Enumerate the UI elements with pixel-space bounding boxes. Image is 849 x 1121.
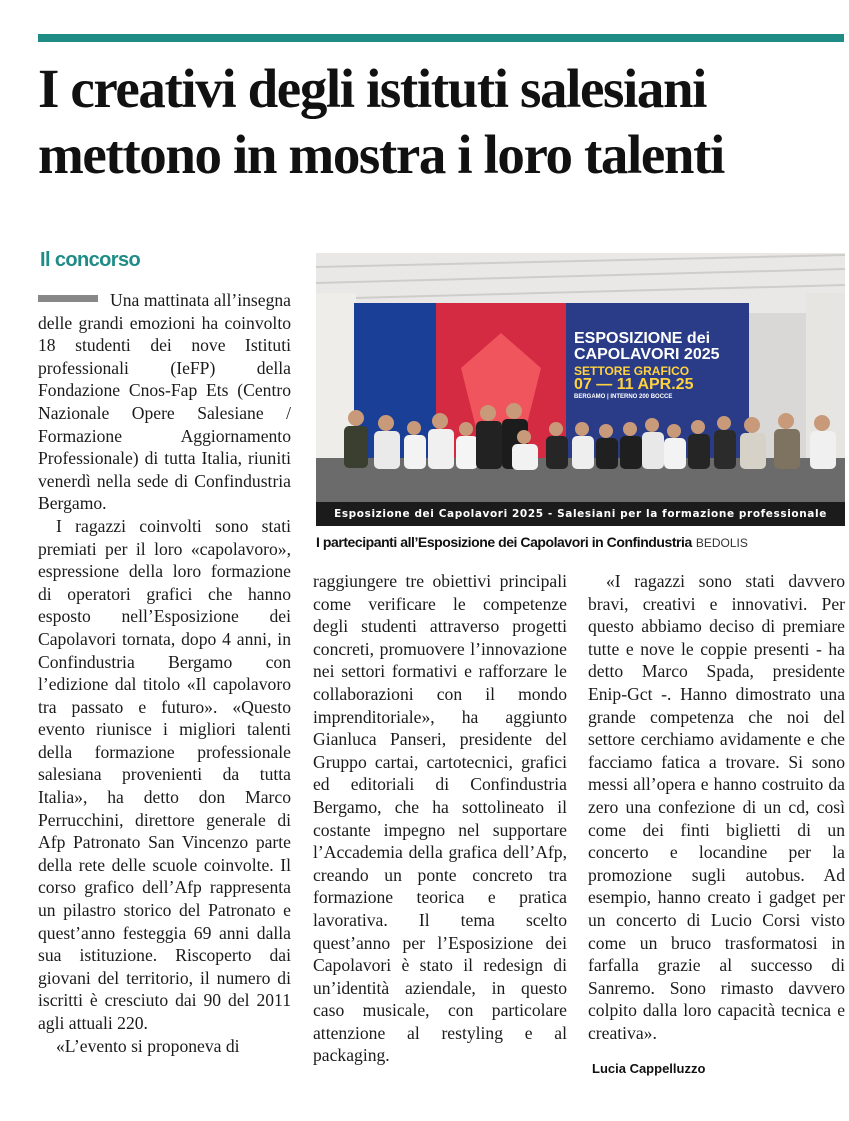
screen-line-3: SETTORE GRAFICO: [574, 364, 690, 378]
paragraph-1: Una mattinata all’insegna delle grandi emozioni ha coinvolto 18 studenti dei nove Istituti professionali (IeFP) della Fondazione Cnos-Fap Ets (Centro Nazionale Opere Salesiane / Formazione Aggiornamento Professionale) di tutta Italia, riuniti venerdì nella sede di Confindustria Bergamo.: [38, 290, 291, 514]
article-column-1: [38, 289, 291, 1057]
article-column-2: [313, 570, 567, 1067]
top-rule: [38, 34, 844, 42]
photo-banner: Esposizione dei Capolavori 2025 - Salesiani per la formazione professionale: [316, 502, 845, 526]
paragraph-3-continued: raggiungere tre obiettivi principali come verificare le competenze degli studenti attraverso progetti concreti, promuovere l’innovazione nei settori formativi e rafforzare le collaborazioni con il mondo imprenditoriale», ha aggiunto Gianluca Panseri, presidente del Gruppo cartai, cartotecnici, grafici ed editoriali di Confindustria Bergamo, che ha sottolineato il costante impegno nel supportare l’Accademia della grafica dell’Afp, creando un ponte concreto tra formazione teorica e pratica lavorativa. Il tema scelto quest’anno per l’Esposizione dei Capolavori è stato il redesign di un’identità aziendale, in questo caso musicale, con particolare attenzione al restyling e al packaging.: [313, 571, 567, 1066]
lead-bar: [38, 295, 98, 302]
screen-text: [574, 331, 720, 400]
headline-line-2: mettono in mostra i loro talenti: [38, 124, 724, 185]
headline-line-1: I creativi degli istituti salesiani: [38, 58, 707, 119]
photo-credit: BEDOLIS: [695, 536, 748, 550]
screen-line-1: ESPOSIZIONE dei: [574, 330, 711, 347]
paragraph-3-start: «L’evento si proponeva di: [56, 1035, 240, 1056]
caption-text: I partecipanti all’Esposizione dei Capolavori in Confindustria: [316, 534, 692, 550]
article-column-3: [588, 570, 845, 1044]
lead-paragraph: [38, 289, 291, 515]
byline: Lucia Cappelluzzo: [592, 1061, 706, 1076]
paragraph-4: «I ragazzi sono stati davvero bravi, creativi e innovativi. Per questo abbiamo deciso di premiare tutte e nove le coppie presenti - ha detto Marco Spada, presidente Enip-Gct -. Hanno dimostrato una grande competenza che noi del settore cerchiamo avidamente e che facciamo fatica a trovare. Si sono messi all’opera e hanno costruito da zero una confezione di un cd, così come dei finti biglietti di un concerto e locandine per la promozione sugli autobus. Ad esempio, hanno creato i gadget per un concerto di Lucio Corsi visto come un bruco trasformatosi in farfalla grazie al successo di Sanremo. Sono rimasto davvero colpito dalla loro capacità tecnica e creativa».: [588, 571, 845, 1043]
screen-line-2: CAPOLAVORI 2025: [574, 346, 720, 363]
screen-line-5: BERGAMO | INTERNO 200 BOCCE: [574, 394, 673, 400]
screen-line-4: 07 — 11 APR.25: [574, 376, 694, 393]
section-kicker: Il concorso: [40, 249, 141, 271]
photo-caption: [316, 534, 849, 550]
headline: [38, 56, 848, 188]
paragraph-2: I ragazzi coinvolti sono stati premiati per il loro «capolavoro», espressione della loro formazione di operatori grafici che hanno esposto nell’Esposizione dei Capolavori tornata, dopo 4 anni, in Confindustria Bergamo con l’edizione dal titolo «Il capolavoro tra passato e futuro». «Questo evento riunisce i migliori talenti della formazione professionale salesiana provenienti da tutta Italia», ha detto don Marco Perrucchini, direttore generale di Afp Patronato San Vincenzo parte della rete delle scuole coinvolte. Il corso grafico dell’Afp rappresenta un pilastro storico del Patronato e quest’anno festeggia 69 anni dalla sua istituzione. Riscoperto dai giovani del territorio, il numero di iscritti è cresciuto dai 90 del 2011 agli attuali 220.: [38, 515, 291, 1033]
event-photo: [316, 253, 845, 526]
